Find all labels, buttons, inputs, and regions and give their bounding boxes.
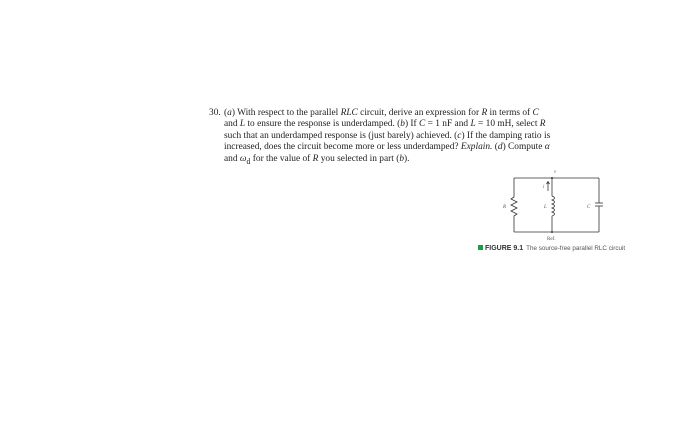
problem-text-fragment: RLC xyxy=(340,108,358,118)
figure-caption xyxy=(478,245,625,252)
capacitor-label: C xyxy=(587,205,591,210)
problem-text xyxy=(224,108,554,167)
problem-text-fragment: such that an underdamped response is (just barely) achieved. ( xyxy=(224,130,458,141)
problem-text-fragment: ω xyxy=(239,153,247,164)
problem-text-fragment: you selected in part ( xyxy=(318,153,400,164)
problem-text-fragment: ( xyxy=(224,108,228,118)
problem-text-fragment: C xyxy=(419,119,426,130)
figure-number: FIGURE 9.1 xyxy=(485,245,524,252)
problem-text-fragment: ) If xyxy=(404,119,420,130)
inductor-coil xyxy=(552,196,555,216)
problem-text-fragment: = 1 nF and xyxy=(425,119,471,130)
problem-text-fragment: L xyxy=(470,119,476,130)
problem-text-fragment: d xyxy=(497,142,503,153)
resistor-branch xyxy=(511,178,517,232)
problem-text-fragment: for the value of xyxy=(250,153,313,164)
problem-text-fragment: ) Compute xyxy=(502,142,545,153)
problem-text-fragment: ). xyxy=(404,153,410,164)
problem-text-fragment: C xyxy=(532,108,539,118)
problem-text-fragment: a xyxy=(227,108,232,118)
problem-text-fragment: L xyxy=(239,119,246,130)
problem-text-fragment: ) With respect to the parallel xyxy=(231,108,341,118)
problem-text-fragment: b xyxy=(400,119,405,130)
problem-text-fragment: α xyxy=(544,142,550,153)
problem-text-fragment: R xyxy=(312,153,319,164)
problem-text-fragment: Explain. xyxy=(460,142,493,153)
inductor-label: L xyxy=(544,205,547,210)
problem-text-fragment: c xyxy=(457,130,462,141)
problem-text-fragment: R xyxy=(539,119,546,130)
caption-text: The source-free parallel RLC circuit xyxy=(526,245,626,252)
problem-text-fragment: in terms of xyxy=(487,108,533,118)
problem-text-fragment: circuit, derive an expression for xyxy=(357,108,482,118)
problem-text-fragment: ( xyxy=(492,142,498,153)
problem-text-fragment: and xyxy=(224,153,240,164)
problem-text-fragment: R xyxy=(481,108,488,118)
problem-30 xyxy=(209,108,554,167)
reference-label: Ref. xyxy=(547,237,556,242)
problem-text-fragment: b xyxy=(399,153,405,164)
problem-text-fragment: and xyxy=(224,119,240,130)
caption-marker xyxy=(478,245,483,250)
voltage-label: v xyxy=(554,170,557,175)
problem-text-fragment: d xyxy=(246,156,251,166)
resistor-label: R xyxy=(503,205,507,210)
current-label: i xyxy=(543,185,545,190)
problem-text-fragment: to ensure the response is underdamped. ( xyxy=(245,119,401,130)
problem-text-fragment: ) If the damping ratio is increased, does the circuit become more or less underdamped? xyxy=(224,130,551,153)
problem-text-fragment: = 10 mH, select xyxy=(475,119,540,130)
problem-number: 30. xyxy=(209,108,221,118)
parallel-rlc-circuit-diagram xyxy=(500,166,612,246)
